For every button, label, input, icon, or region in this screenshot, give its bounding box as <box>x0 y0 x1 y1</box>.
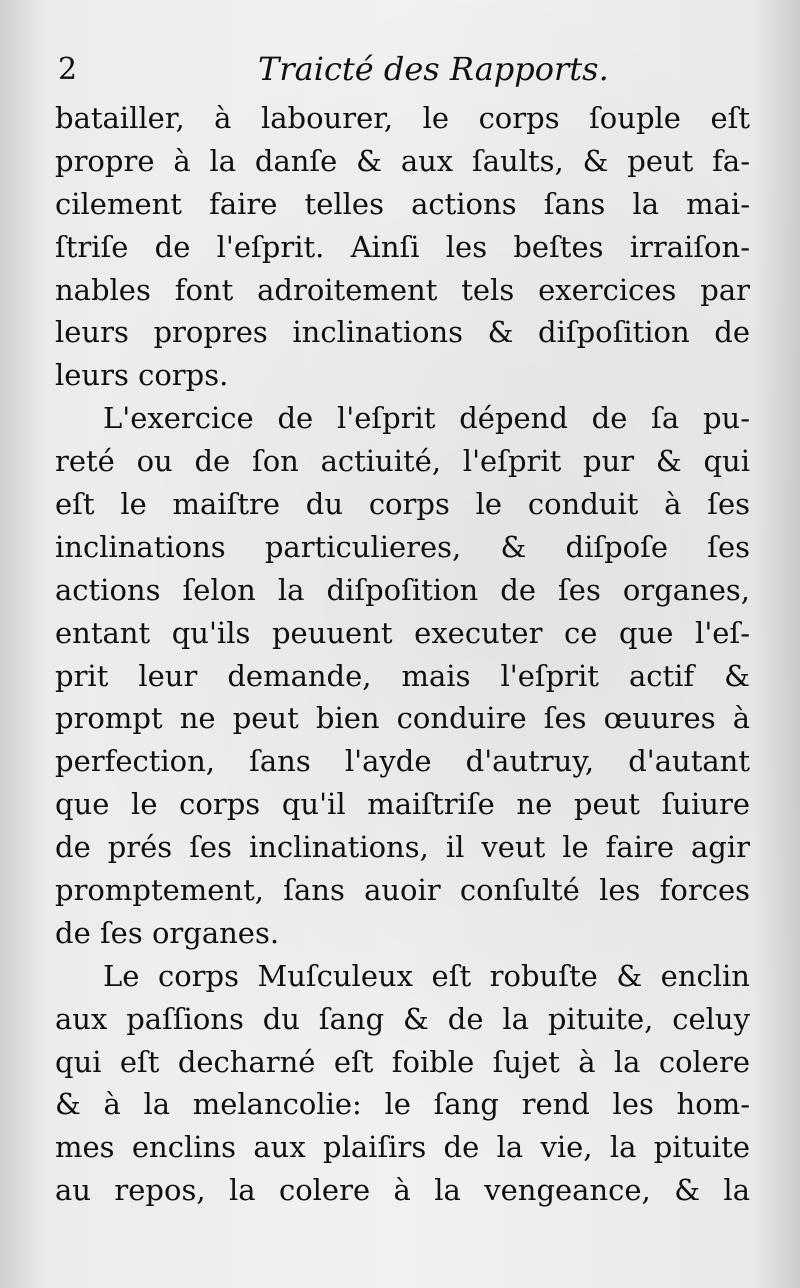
text-line: reté ou de ſon actiuité, l'eſprit pur & qui <box>55 444 750 479</box>
text-line: que le corps qu'il maiſtriſe ne peut ſuiure <box>55 787 750 822</box>
body-text <box>55 97 750 1212</box>
text-line: L'exercice de l'eſprit dépend de ſa pu- <box>103 401 750 436</box>
text-line: mes enclins aux plaiſirs de la vie, la pituite <box>55 1130 750 1165</box>
text-line: qui eſt decharné eſt foible ſujet à la colere <box>55 1044 750 1079</box>
text-line: cilement faire telles actions ſans la mai- <box>55 186 750 221</box>
page-header <box>58 50 748 94</box>
text-line: promptement, ſans auoir conſulté les forces <box>55 873 750 908</box>
text-line: actions ſelon la diſpoſition de ſes organes, <box>55 572 750 607</box>
text-line: ſtriſe de l'eſprit. Ainſi les beſtes irraiſon- <box>55 229 750 264</box>
text-line: prit leur demande, mais l'eſprit actif & <box>55 658 750 693</box>
text-line: nables font adroitement tels exercices par <box>55 272 750 307</box>
text-line: inclinations particulieres, & diſpoſe ſes <box>55 529 750 564</box>
text-line: leurs corps. <box>55 358 229 393</box>
text-line: de ſes organes. <box>55 915 280 950</box>
text-line: prompt ne peut bien conduire ſes œuures à <box>55 701 750 736</box>
text-line: eſt le maiſtre du corps le conduit à ſes <box>55 487 750 522</box>
text-line: au repos, la colere à la vengeance, & la <box>55 1173 750 1208</box>
text-line: Le corps Muſculeux eſt robuſte & enclin <box>103 958 750 993</box>
text-line: leurs propres inclinations & diſpoſition de <box>55 315 750 350</box>
text-line: aux paſſions du ſang & de la pituite, celuy <box>55 1001 750 1036</box>
text-line: & à la melancolie: le ſang rend les hom- <box>55 1087 750 1122</box>
page-number: 2 <box>58 52 78 87</box>
running-title: Traicté des Rapports. <box>258 50 609 88</box>
text-line: entant qu'ils peuuent executer ce que l'eſ- <box>55 615 750 650</box>
text-line: propre à la danſe & aux ſaults, & peut fa- <box>55 143 750 178</box>
text-line: perfection, ſans l'ayde d'autruy, d'autant <box>55 744 750 779</box>
text-line: batailler, à labourer, le corps ſouple eſt <box>55 101 750 135</box>
text-line: de prés ſes inclinations, il veut le faire agir <box>55 830 750 865</box>
